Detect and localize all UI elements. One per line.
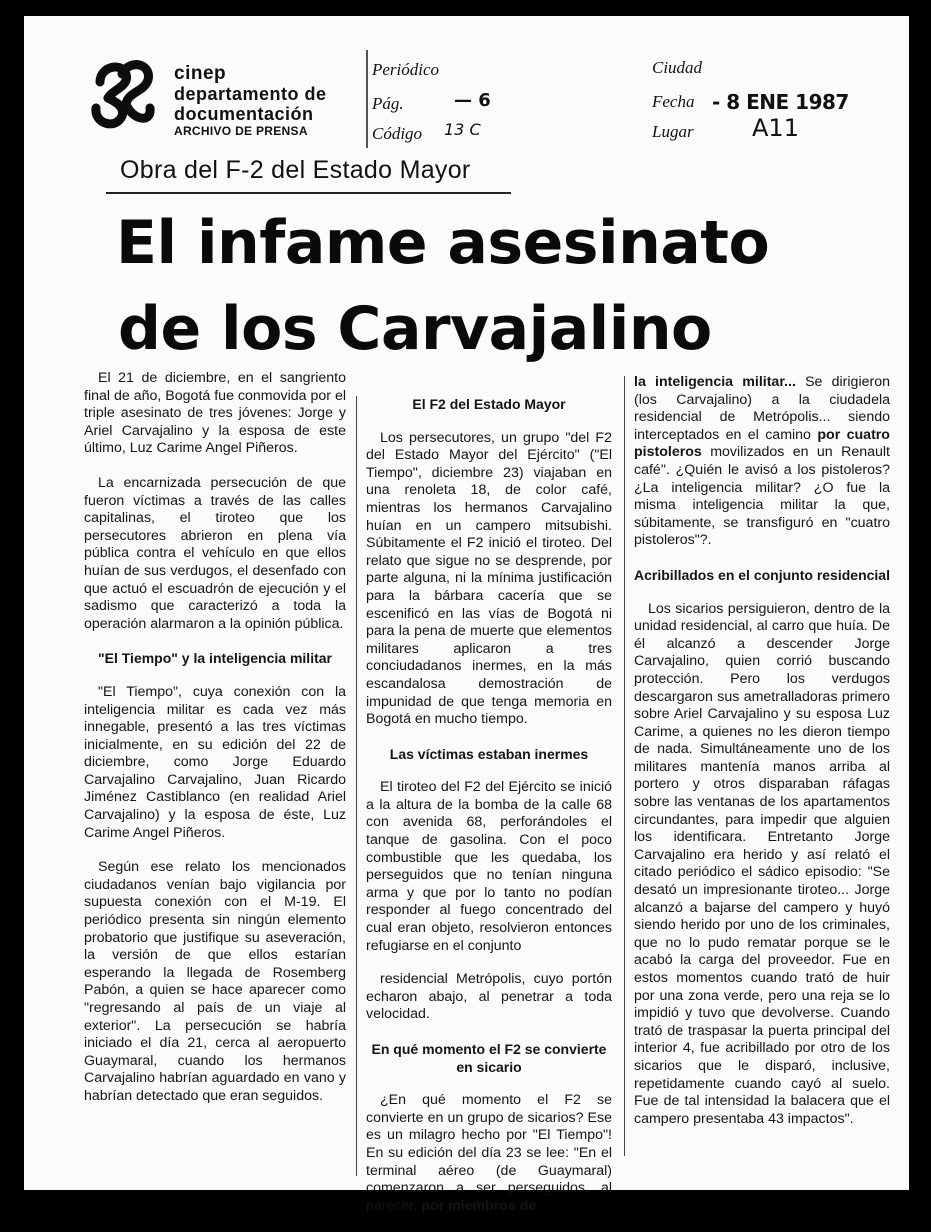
pag-value: — 6 (454, 90, 491, 111)
paragraph: Según ese relato los mencionados ciudadanos venían bajo vigilancia por supuesta conexión con el M-19. El periódico presenta sin ningún elemento probatorio que justifique su aseveración, la versión de que ellos estarían esperando la llegada de Rosemberg Pabón, a quien se hace aparecer como "regresando al país de un viaje al exterior". La persecución se habría iniciado el día 21, cerca al aeropuerto Guaymaral, cuando los hermanos Carvajalino habrían aguardado en vano y habrían detectado que eran seguidos. (84, 859, 346, 1104)
paragraph: El 21 de diciembre, en el sangriento final de año, Bogotá fue conmovida por el triple asesinato de tres jóvenes: Jorge y Ariel Carvajalino y la esposa de este último, Luz Carime Angel Piñeros. (84, 370, 346, 457)
cinep-logo-icon (86, 52, 158, 134)
paragraph: residencial Metrópolis, cuyo portón echaron abajo, al penetrar a toda velocidad. (366, 971, 612, 1023)
article-headline (116, 200, 769, 372)
headline-line-1: El infame asesinato (116, 208, 770, 278)
headline-line-2: de los Carvajalino (118, 294, 712, 364)
org-block (174, 64, 327, 139)
org-department: departamento de (174, 84, 327, 104)
codigo-value: 13 C (444, 120, 481, 139)
bold-text: por miembros de (421, 1197, 537, 1214)
subheading: Acribillados en el conjunto residencial (634, 566, 890, 583)
paragraph: Los sicarios persiguieron, dentro de la unidad residencial, al carro que huía. De él alcanzó a descender Jorge Carvajalino, quien corrió buscando protección. Pero los verdugos descargaron sus ametralladoras primero sobre Ariel Carvajalino y su esposa Luz Carime, a quienes no les dieron tiempo de nada. Simultáneamente uno de los militares mantenía manos arriba al portero y otros disparaban ráfagas sobre las ventanas de los apartamentos circundantes, para impedir que alguien los identificara. Entretanto Jorge Carvajalino era herido y así relató el citado periódico el sádico episodio: "Se desató un impresionante tiroteo... Jorge alcanzó a bajarse del campero y huyó siendo herido por uno de los criminales, que no lo pudo rematar porque se le acabó la carga del proveedor. Fue en estos momentos cuando trató de huir por una zona verde, pero una reja se lo impidió y tuvo que devolverse. Cuando trató de traspasar la puerta principal del interior 4, fue acribillado por otro de los sicarios que le disparó, inclusive, repetidamente cuando cayó al suelo. Fue de tal intensidad la balacera que el campero presentaba 43 impactos". (634, 600, 890, 1127)
paragraph (634, 374, 890, 550)
bold-text: por cuatro pistoleros (634, 426, 890, 461)
paragraph: La encarnizada persecución de que fueron víctimas a través de las calles capitalinas, el tiroteo que los persecutores abrieron en plena vía pública contra el vehículo en que ellos huían de sus verdugos, el desenfado con que actuó el escuadrón de ejecución y el sadismo que caracterizó a toda la operación alarmaron a la opinión pública. (84, 474, 346, 632)
clipping-page (24, 16, 909, 1214)
subheading: Las víctimas estaban inermes (389, 745, 589, 762)
periodico-label: Periódico (372, 60, 440, 79)
org-name: cinep (174, 63, 227, 84)
article-column-1 (84, 370, 346, 1123)
subheading: "El Tiempo" y la inteligencia militar (98, 650, 332, 667)
lugar-label: Lugar (652, 122, 694, 141)
paragraph-text: movilizados en un Renault café". ¿Quién le avisó a los pistoleros? ¿La inteligencia militar? ¿O fue la misma inteligencia militar la que, súbitamente, se transfiguró en "cuatro pistoleros"?. (634, 444, 890, 549)
subheading: El F2 del Estado Mayor (412, 396, 566, 412)
codigo-label: Código (372, 124, 423, 143)
ciudad-label: Ciudad (652, 58, 703, 77)
kicker-rule (106, 192, 511, 194)
pag-label: Pág. (372, 94, 404, 113)
fecha-label: Fecha (652, 92, 695, 111)
paragraph: Los persecutores, un grupo "del F2 del Estado Mayor del Ejército" ("El Tiempo", diciembre 23) viajaban en una renoleta 18, de color café, mientras los hermanos Carvajalino huían en un campero mitsubishi. Súbitamente el F2 inició el tiroteo. Del relato que sigue no se desprende, por parte alguna, ni la mínima justificación para la bárbara cacería que se escenificó en las vías de Bogotá ni para la pena de muerte que elementos militares aplicaron a tres conciudadanos inermes, en la más escandalosa demostración de impunidad de que tenga memoria en Bogotá en mucho tiempo. (366, 429, 612, 728)
bold-text: la inteligencia militar... (634, 374, 796, 390)
org-department-2: documentación (174, 104, 314, 124)
paragraph: "El Tiempo", cuya conexión con la inteligencia militar es cada vez más innegable, presentó a las tres víctimas inicialmente, en su edición del 22 de diciembre, como Jorge Eduardo Carvajalino Carvajalino, Juan Ricardo Jiménez Castiblanco (en realidad Ariel Carvajalino) y la esposa de éste, Luz Carime Angel Piñeros. (84, 683, 346, 841)
paragraph-text: Se dirigieron (los Carvajalino) a la ciudadela residencial de Metrópolis... siendo interceptados en el camino (634, 374, 890, 443)
fecha-stamp: - 8 ENE 1987 (712, 90, 849, 114)
article-column-3 (634, 374, 890, 1145)
paragraph-text: ¿En qué momento el F2 se convierte en un grupo de sicarios? Ese es un milagro hecho por "El Tiempo"! En su edición del día 23 se lee: "En el terminal aéreo (de Guaymaral) comenzaron a ser perseguidos, al parecer, (366, 1092, 612, 1214)
paragraph: El tiroteo del F2 del Ejército se inició a la altura de la bomba de la calle 68 con avenida 68, perforándoles el tanque de gasolina. Con el poco combustible que les quedaba, los perseguidos que no tenían ninguna arma y que por lo tanto no podían responder al fuego concentrado del cual eran objeto, resolvieron entonces refugiarse en el conjunto (366, 779, 612, 954)
column-divider (356, 396, 357, 1176)
subheading: En qué momento el F2 se convierte en sicario (371, 1041, 607, 1075)
paragraph (366, 1092, 612, 1215)
org-archive: ARCHIVO DE PRENSA (174, 124, 308, 138)
column-divider (624, 376, 625, 1156)
lugar-value: A11 (752, 114, 799, 142)
article-column-2 (366, 396, 612, 1232)
article-kicker: Obra del F-2 del Estado Mayor (120, 156, 471, 184)
